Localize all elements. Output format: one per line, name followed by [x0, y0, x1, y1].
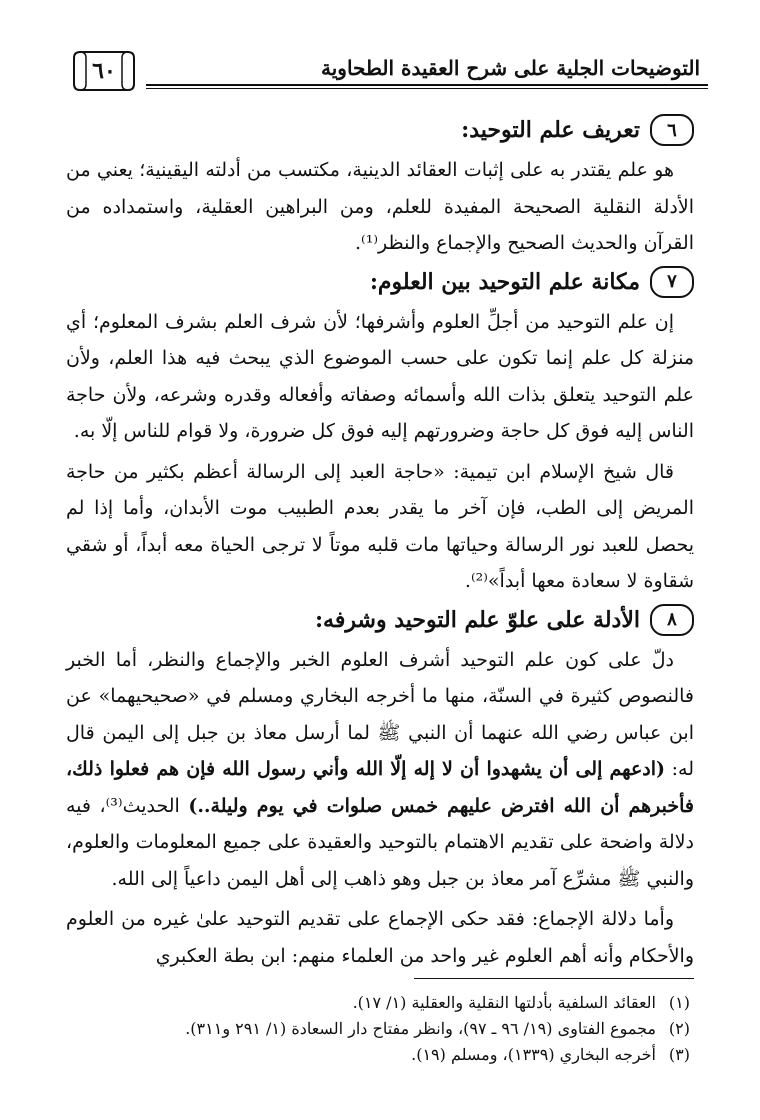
footnote: [66, 990, 690, 1016]
hadith-quote: (ادعهم إلى أن يشهدوا أن لا إله إلّا الله وأني رسول الله فإن هم فعلوا ذلك، فأخبرهم أن الله افترض عليهم خمس صلوات في يوم وليلة..): [66, 758, 694, 817]
section-title: مكانة علم التوحيد بين العلوم:: [369, 268, 640, 295]
section-title: الأدلة على علوّ علم التوحيد وشرفه:: [314, 606, 640, 633]
page-number-scroll-icon: [72, 48, 136, 94]
section-number-badge: ٨: [650, 604, 694, 636]
footnote-text: العقائد السلفية بأدلتها النقلية والعقلية (١/ ١٧).: [352, 993, 656, 1012]
paragraph: هو علم يقتدر به على إثبات العقائد الدينية، مكتسب من أدلته اليقينية؛ يعني من الأدلة النقلية الصحيحة المفيدة للعلم، ومن البراهين العقلية، واستمداده من القرآن والحديث الصحيح والإجماع والنظر⁽¹⁾.: [66, 159, 695, 254]
footnote: [66, 1016, 690, 1042]
header-rule-thin: [146, 88, 708, 89]
footnote-text: أخرجه البخاري (١٣٣٩)، ومسلم (١٩).: [411, 1045, 656, 1064]
paragraph-text: الحديث⁽³⁾، فيه دلالة واضحة على تقديم الاهتمام بالتوحيد والعقيدة على جميع المعلومات والعلوم، والنبي ﷺ مشرِّع آمر معاذ بن جبل وهو ذاهب إلى أهل اليمن داعياً إلى الله.: [66, 794, 694, 890]
header-title: التوضيحات الجلية على شرح العقيدة الطحاوية: [321, 56, 700, 80]
footnote-separator: [414, 978, 694, 979]
running-header: [58, 48, 708, 98]
section-number-badge: ٦: [650, 114, 694, 146]
page-number: ٦٠: [92, 58, 116, 84]
section-number-badge: ٧: [650, 266, 694, 298]
paragraph: وأما دلالة الإجماع: فقد حكى الإجماع على تقديم التوحيد علىٰ غيره من العلوم والأحكام وأنه أهم العلوم غير واحد من العلماء منهم: ابن بطة العكبري: [66, 908, 694, 967]
main-text: [66, 110, 694, 974]
footnote-number: (٢): [668, 1019, 690, 1038]
section-heading-7: [66, 266, 694, 298]
section-heading-8: [66, 604, 694, 636]
footnotes: [66, 990, 690, 1068]
footnote-number: (١): [668, 993, 690, 1012]
paragraph-with-hadith: [66, 642, 694, 898]
paragraph-text: دلّ على كون علم التوحيد أشرف العلوم الخبر والإجماع والنظر، أما الخبر فالنصوص كثيرة في السنّة، منها ما أخرجه البخاري ومسلم في «صحيحيهما» عن ابن عباس رضي الله عنهما أن النبي ﷺ لما أرسل معاذ بن جبل إلى اليمن قال له:: [66, 648, 694, 780]
paragraph: إن علم التوحيد من أجلِّ العلوم وأشرفها؛ لأن شرف العلم بشرف المعلوم؛ أي منزلة كل علم إنما تكون على حسب الموضوع الذي يبحث فيه هذا العلم، ولأن علم التوحيد يتعلق بذات الله وأسمائه وصفاته وأفعاله وقدره وشرعه، ولأن حاجة الناس إليه فوق كل حاجة وضرورتهم إليه فوق كل ضرورة، ولا قوام للناس إلّا به.: [66, 310, 694, 442]
section-heading-6: [66, 114, 694, 146]
header-rule: [146, 84, 708, 86]
footnote-text: مجموع الفتاوى (١٩/ ٩٦ ـ ٩٧)، وانظر مفتاح دار السعادة (١/ ٢٩١ و٣١١).: [185, 1019, 656, 1038]
footnote-number: (٣): [668, 1045, 690, 1064]
footnote: [66, 1042, 690, 1068]
section-title: تعريف علم التوحيد:: [461, 117, 640, 143]
paragraph: قال شيخ الإسلام ابن تيمية: «حاجة العبد إلى الرسالة أعظم بكثير من حاجة المريض إلى الطب، فإن آخر ما يقدر بعدم الطبيب موت الأبدان، وأما إذا لم يحصل للعبد نور الرسالة وحياتها مات قلبه موتاً لا ترجى الحياة معه أبداً، أو شقي شقاوة لا سعادة معها أبداً»⁽²⁾.: [66, 460, 694, 592]
